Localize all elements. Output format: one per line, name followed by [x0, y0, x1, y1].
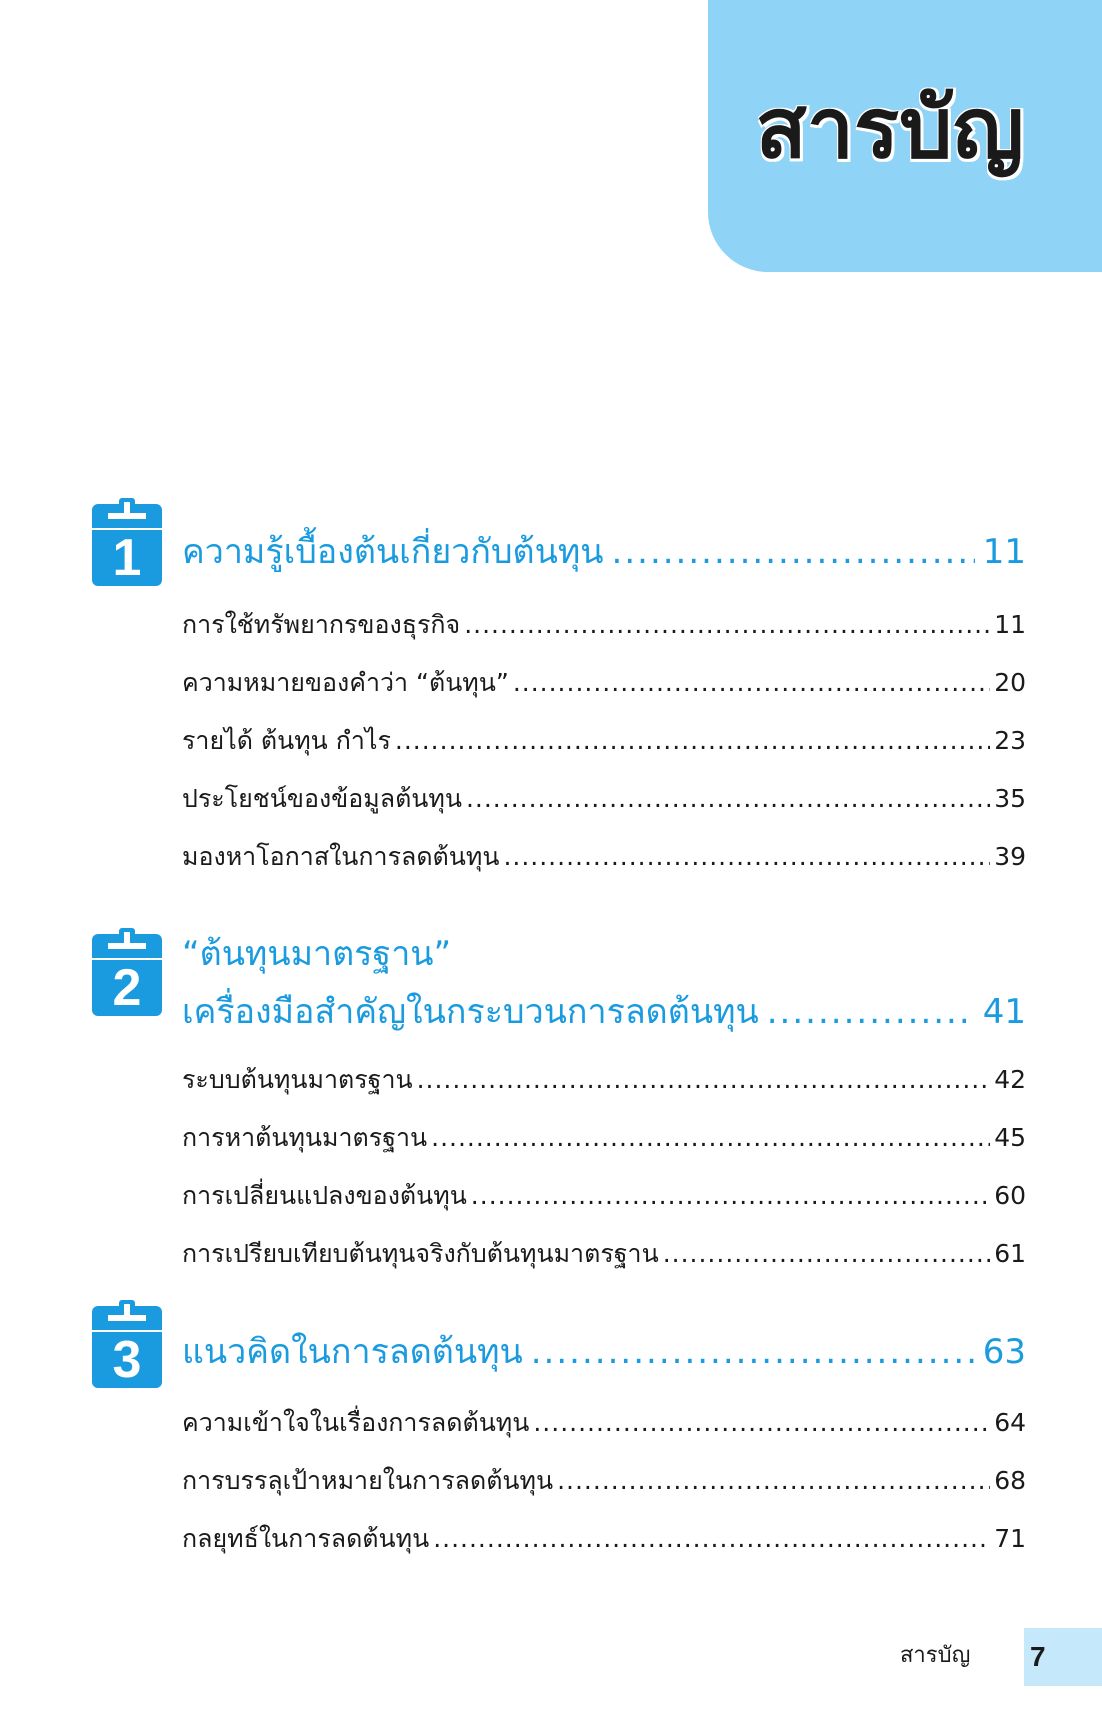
toc-entry-page: 71 — [994, 1524, 1026, 1553]
dot-leader — [395, 712, 990, 770]
dot-leader — [531, 1323, 975, 1381]
chapter-2-icon — [92, 928, 162, 1016]
toc-entry-label: การเปลี่ยนแปลงของต้นทุน — [182, 1181, 467, 1210]
chapter-1-heading[interactable] — [182, 523, 1026, 581]
toc-entry-page: 11 — [994, 610, 1026, 639]
page-title: สารบัญ — [755, 79, 1024, 177]
chapter-1-title: ความรู้เบื้องต้นเกี่ยวกับต้นทุน — [182, 532, 604, 572]
toc-entry[interactable] — [182, 1225, 1026, 1283]
toc-entry[interactable] — [182, 828, 1026, 886]
dot-leader — [466, 770, 990, 828]
dot-leader — [431, 1109, 990, 1167]
chapter-1-number: 1 — [92, 530, 162, 586]
chapter-3-icon — [92, 1300, 162, 1388]
dot-leader — [471, 1167, 990, 1225]
header-banner — [708, 0, 1102, 272]
toc-entry[interactable] — [182, 1394, 1026, 1452]
dot-leader — [417, 1051, 991, 1109]
toc-entry-label: ความเข้าใจในเรื่องการลดต้นทุน — [182, 1408, 530, 1437]
footer-section-label: สารบัญ — [900, 1643, 971, 1668]
chapter-2-heading[interactable] — [182, 925, 1026, 1041]
chapter-1-icon — [92, 498, 162, 586]
toc-entry-label: การใช้ทรัพยากรของธุรกิจ — [182, 610, 461, 639]
chapter-1-sections — [182, 596, 1026, 886]
chapter-3-heading[interactable] — [182, 1323, 1026, 1381]
chapter-2-page: 41 — [982, 992, 1026, 1032]
toc-entry[interactable] — [182, 1510, 1026, 1568]
toc-entry-label: ประโยชน์ของข้อมูลต้นทุน — [182, 784, 462, 813]
dot-leader — [557, 1452, 990, 1510]
toc-entry-page: 23 — [994, 726, 1026, 755]
dot-leader — [533, 1394, 990, 1452]
dot-leader — [464, 596, 990, 654]
toc-entry-page: 35 — [994, 784, 1026, 813]
chapter-3-title: แนวคิดในการลดต้นทุน — [182, 1332, 523, 1372]
toc-entry-page: 64 — [994, 1408, 1026, 1437]
toc-entry[interactable] — [182, 1452, 1026, 1510]
toc-entry-label: รายได้ ต้นทุน กำไร — [182, 726, 391, 755]
toc-entry-page: 68 — [994, 1466, 1026, 1495]
toc-entry-page: 60 — [994, 1181, 1026, 1210]
toc-entry[interactable] — [182, 654, 1026, 712]
toc-entry-label: การเปรียบเทียบต้นทุนจริงกับต้นทุนมาตรฐาน — [182, 1239, 659, 1268]
chapter-3-number: 3 — [92, 1332, 162, 1388]
toc-entry[interactable] — [182, 712, 1026, 770]
toc-entry-label: กลยุทธ์ในการลดต้นทุน — [182, 1524, 430, 1553]
toc-entry-label: ความหมายของคำว่า “ต้นทุน” — [182, 668, 509, 697]
toc-entry[interactable] — [182, 770, 1026, 828]
toc-entry-page: 42 — [994, 1065, 1026, 1094]
toc-entry-page: 20 — [994, 668, 1026, 697]
toc-entry-page: 39 — [994, 842, 1026, 871]
chapter-2-sections — [182, 1051, 1026, 1283]
chapter-2-title-line-1: “ต้นทุนมาตรฐาน” — [182, 934, 452, 974]
toc-entry-label: การบรรลุเป้าหมายในการลดต้นทุน — [182, 1466, 554, 1495]
chapter-1-page: 11 — [982, 532, 1026, 572]
toc-entry[interactable] — [182, 596, 1026, 654]
dot-leader — [503, 828, 990, 886]
chapter-3-sections — [182, 1394, 1026, 1568]
dot-leader — [612, 523, 975, 581]
toc-entry-label: การหาต้นทุนมาตรฐาน — [182, 1123, 428, 1152]
dot-leader — [767, 983, 975, 1041]
chapter-3-page: 63 — [982, 1332, 1026, 1372]
toc-entry-page: 61 — [994, 1239, 1026, 1268]
dot-leader — [433, 1510, 990, 1568]
toc-entry[interactable] — [182, 1167, 1026, 1225]
toc-entry-page: 45 — [994, 1123, 1026, 1152]
footer-page-number: 7 — [1030, 1641, 1046, 1672]
dot-leader — [513, 654, 990, 712]
toc-entry[interactable] — [182, 1051, 1026, 1109]
dot-leader — [663, 1225, 991, 1283]
toc-entry-label: ระบบต้นทุนมาตรฐาน — [182, 1065, 413, 1094]
chapter-2-number: 2 — [92, 960, 162, 1016]
toc-entry[interactable] — [182, 1109, 1026, 1167]
toc-entry-label: มองหาโอกาสในการลดต้นทุน — [182, 842, 500, 871]
chapter-2-title-line-2: เครื่องมือสำคัญในกระบวนการลดต้นทุน — [182, 992, 759, 1032]
